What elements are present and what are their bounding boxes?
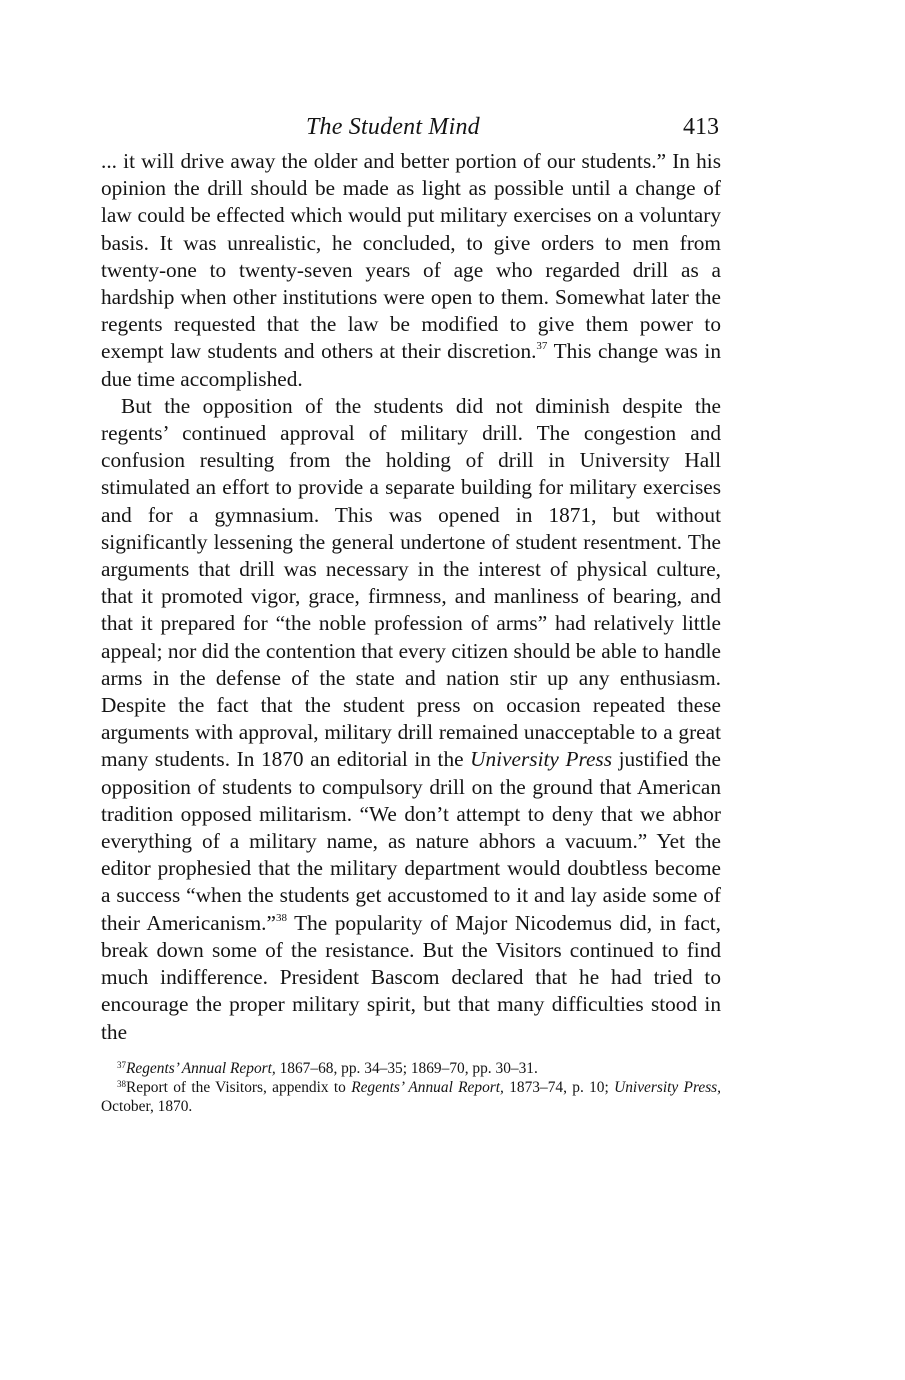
footnote-37 [101, 1059, 721, 1078]
book-page [101, 112, 721, 1116]
text-run: The popularity of Major Nicodemus did, in fact, break down some of the resistance. But the Visitors continued to find much indifference. President Bascom declared that he had tried to encourage the proper military spirit, but that many difficulties stood in the [101, 910, 721, 1044]
footnotes [101, 1059, 721, 1116]
text-run: 1867–68, pp. 34–35; 1869–70, pp. 30–31. [275, 1059, 538, 1077]
text-run: But the opposition of the students did not diminish despite the regents’ continued approval of military drill. The congestion and confusion resulting from the holding of drill in University Hall stimulated an effort to provide a separate building for military exercises and for a gymnasium. This was opened in 1871, but without significantly lessening the general undertone of student resentment. The arguments that drill was necessary in the interest of physical culture, that it promoted vigor, grace, firmness, and manliness of bearing, and that it prepared for “the noble profession of arms” had relatively little appeal; nor did the contention that every citizen should be able to handle arms in the defense of the state and nation stir up any enthusiasm. Despite the fact that the student press on occasion repeated these arguments with approval, military drill remained unacceptable to a great many students. In 1870 an editorial in the [101, 393, 721, 772]
footnote-ref-37: 37 [536, 340, 548, 353]
text-run: justified the opposition of students to compulsory drill on the ground that American tradition opposed militarism. “We don’t attempt to deny that we abhor everything of a military name, as nature abhors a vacuum.” Yet the editor prophesied that the military department would doubtless become a success “when the students get accustomed to it and lay aside some of their Americanism.” [101, 747, 721, 935]
italic-title: Regents’ Annual Report, [126, 1059, 276, 1077]
body-text [101, 148, 721, 1046]
running-head [101, 112, 721, 148]
paragraph-1 [101, 148, 721, 393]
footnote-ref-38: 38 [275, 911, 287, 924]
text-run: This change was in due time accomplished. [101, 339, 721, 391]
text-run: 1873–74, p. 10; [503, 1078, 615, 1096]
paragraph-2 [101, 393, 721, 1046]
footnote-marker: 37 [117, 1059, 126, 1070]
text-run: October, 1870. [101, 1097, 193, 1115]
text-run: ... it will drive away the older and better portion of our students.” In his opinion the drill should be made as light as possible until a change of law could be effected which would put military exercises on a voluntary basis. It was unrealistic, he concluded, to give orders to men from twenty-one to twenty-seven years of age who regarded drill as a hardship when other institutions were open to them. Somewhat later the regents requested that the law be modified to give them power to exempt law students and others at their discretion. [101, 149, 721, 364]
footnote-marker: 38 [117, 1078, 126, 1089]
italic-title: University Press, [614, 1078, 722, 1096]
text-run: Report of the Visitors, appendix to [126, 1078, 352, 1096]
running-title: The Student Mind [306, 114, 480, 140]
italic-title: University Press [470, 747, 612, 772]
italic-title: Regents’ Annual Report, [351, 1078, 504, 1096]
page-number: 413 [683, 114, 719, 140]
footnote-38 [101, 1078, 721, 1116]
